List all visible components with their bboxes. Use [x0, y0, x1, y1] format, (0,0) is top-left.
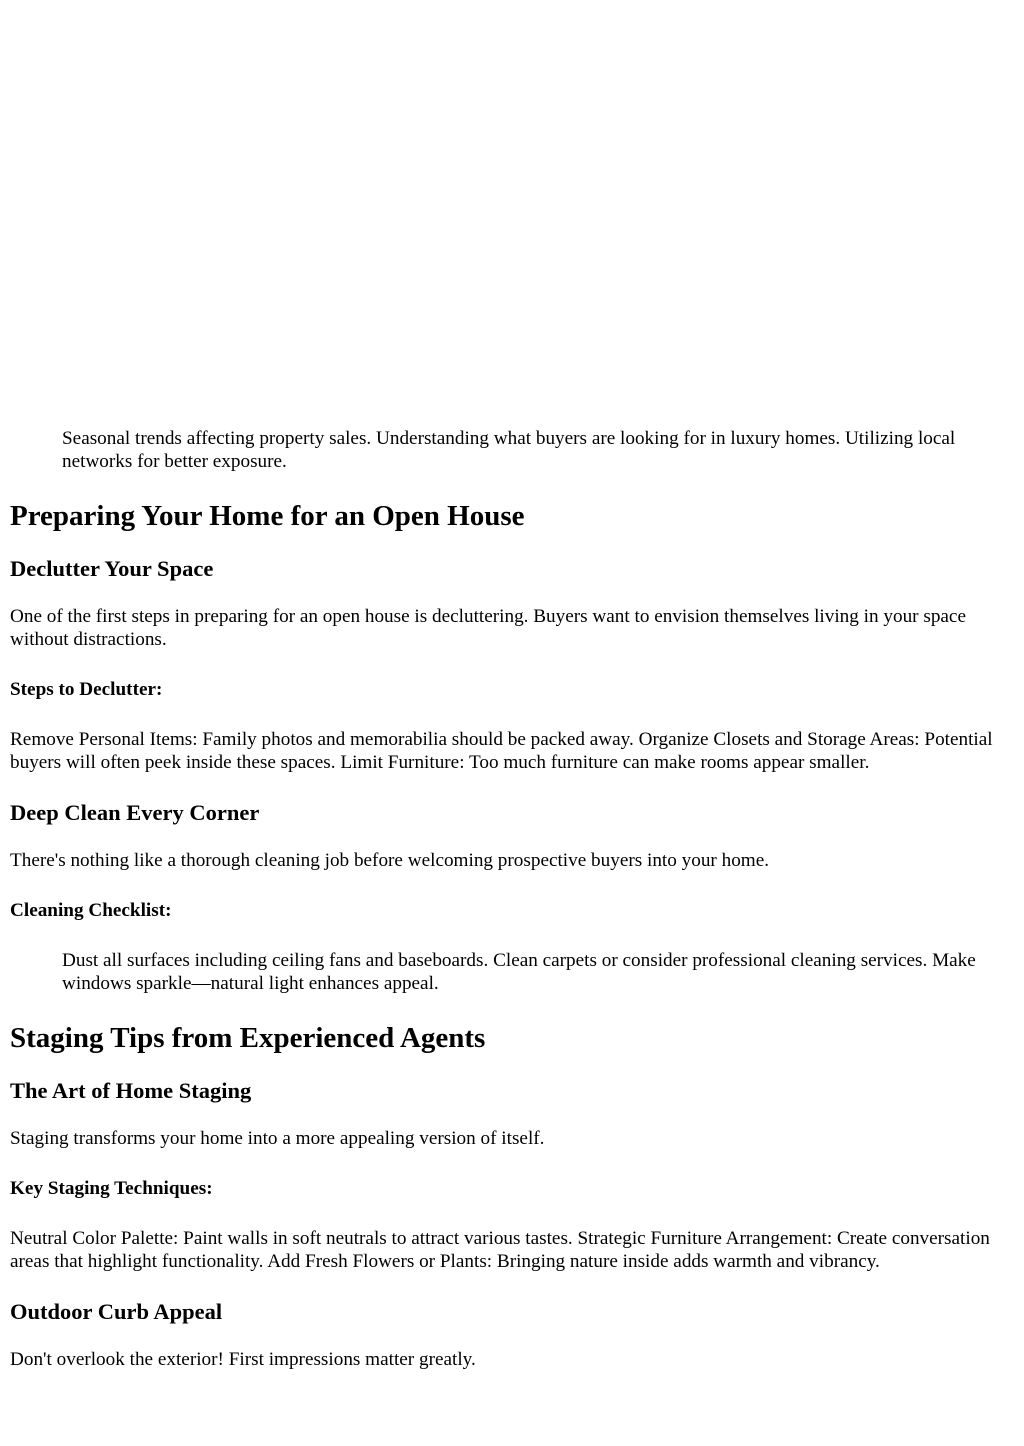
intro-quote: Seasonal trends affecting property sales. Understanding what buyers are looking for in luxury homes. Utilizing local networks for better exposure. [62, 428, 956, 472]
staging-techniques-heading: Key Staging Techniques: [10, 1178, 213, 1199]
home-staging-heading: The Art of Home Staging [10, 1078, 252, 1103]
declutter-heading: Declutter Your Space [10, 556, 214, 581]
declutter-text: One of the first steps in preparing for an open house is decluttering. Buyers want to envision themselves living in your space without distractions. [10, 606, 966, 650]
declutter-steps-text: Remove Personal Items: Family photos and memorabilia should be packed away. Organize Closets and Storage Areas: Potential buyers will often peek inside these spaces. Limit Furniture: Too much furniture can make rooms appear smaller. [10, 729, 993, 773]
cleaning-checklist-heading: Cleaning Checklist: [10, 900, 172, 921]
home-staging-text: Staging transforms your home into a more appealing version of itself. [10, 1128, 545, 1149]
deep-clean-text: There's nothing like a thorough cleaning job before welcoming prospective buyers into your home. [10, 850, 770, 871]
declutter-steps-heading: Steps to Declutter: [10, 679, 163, 700]
article-content [0, 427, 1024, 1371]
deep-clean-heading: Deep Clean Every Corner [10, 800, 260, 825]
cleaning-checklist-quote: Dust all surfaces including ceiling fans and baseboards. Clean carpets or consider professional cleaning services. Make windows sparkle—natural light enhances appeal. [62, 950, 976, 994]
curb-appeal-heading: Outdoor Curb Appeal [10, 1299, 223, 1324]
staging-techniques-text: Neutral Color Palette: Paint walls in soft neutrals to attract various tastes. Strategic Furniture Arrangement: Create conversation areas that highlight functionality. Add Fresh Flowers or Plants: Bringing nature inside adds warmth and vibrancy. [10, 1228, 990, 1272]
blank-image-area [0, 0, 1024, 423]
section-title-staging: Staging Tips from Experienced Agents [10, 1022, 486, 1054]
curb-appeal-text: Don't overlook the exterior! First impressions matter greatly. [10, 1349, 476, 1370]
section-title-open-house: Preparing Your Home for an Open House [10, 500, 525, 532]
